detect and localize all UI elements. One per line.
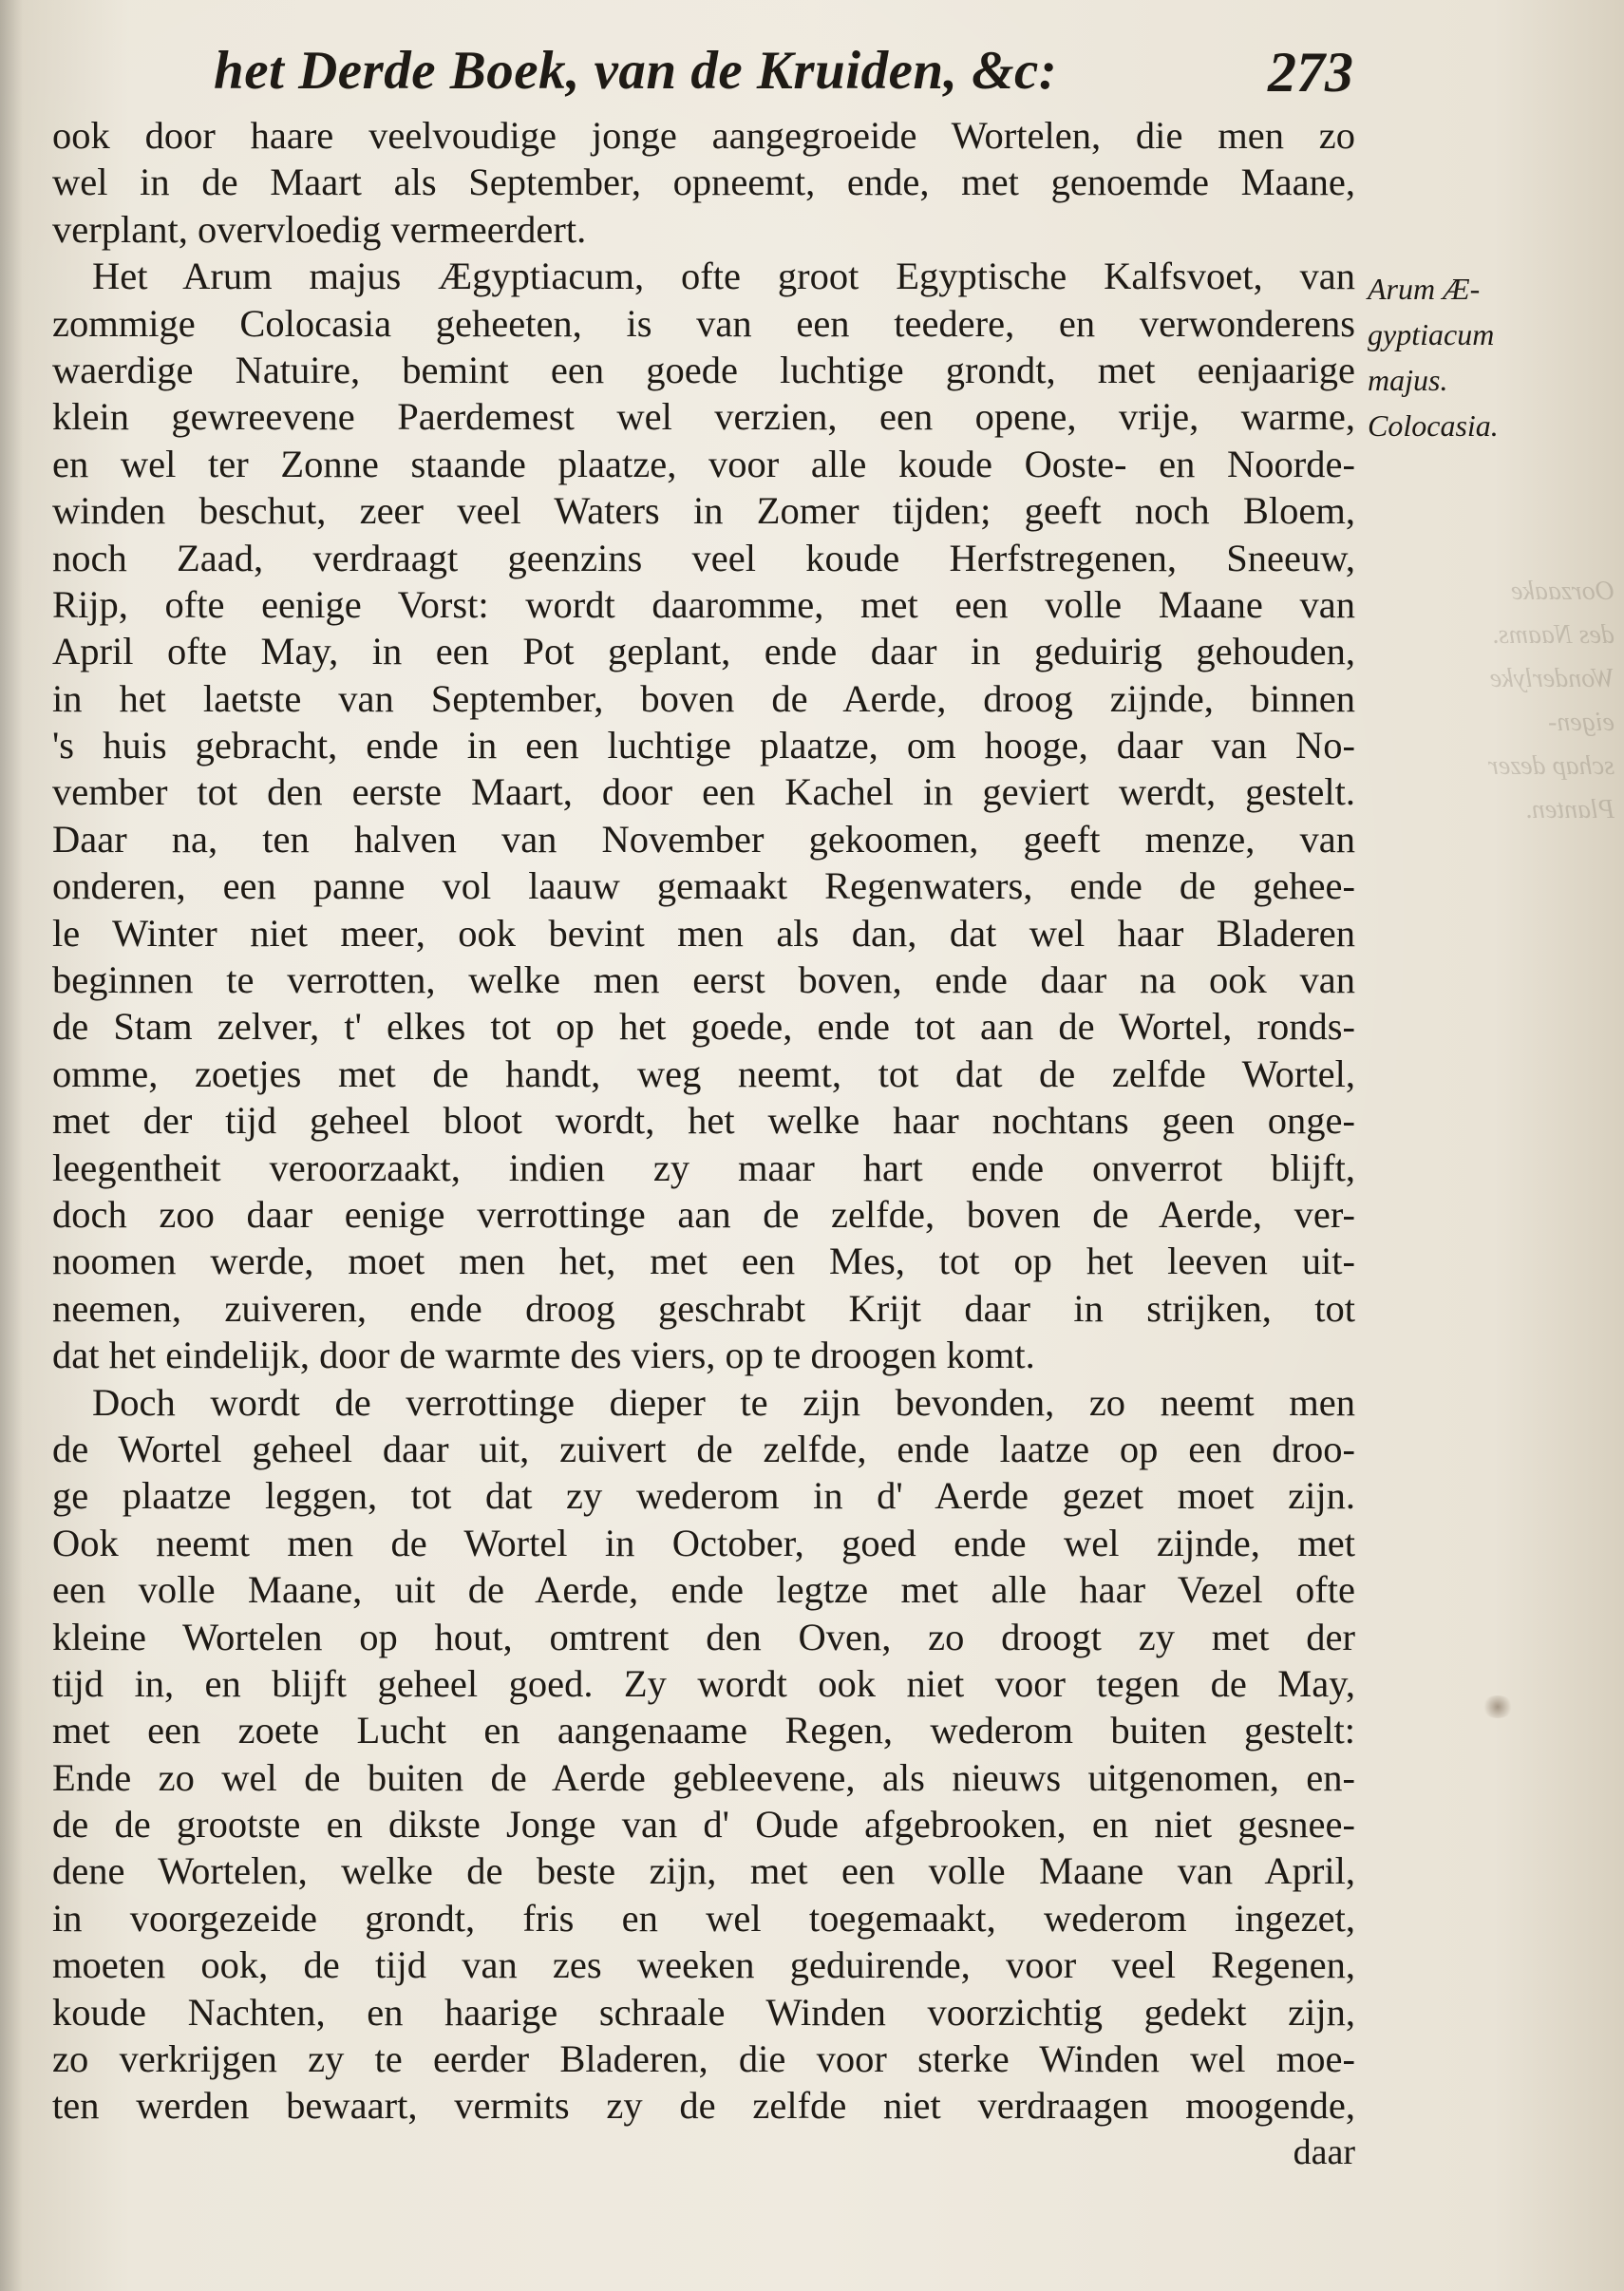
text-line: in het laetste van September, boven de Aerde, droog zijnde, binnen <box>52 676 1355 720</box>
margin-note: Arum Æ- <box>1368 272 1481 306</box>
ghost-note: eigen- <box>1548 708 1615 737</box>
body-text <box>52 112 1355 2176</box>
text-line: moeten ook, de tijd van zes weeken geduirende, voor veel Regenen, <box>52 1943 1355 1987</box>
page-number: 273 <box>1268 41 1353 104</box>
text-line: April ofte May, in een Pot geplant, ende daar in geduirig gehouden, <box>52 630 1355 673</box>
text-line: met der tijd geheel bloot wordt, het welke haar nochtans geen onge- <box>52 1099 1355 1143</box>
text-line: wel in de Maart als September, opneemt, ende, met genoemde Maane, <box>52 161 1355 204</box>
text-line: Rijp, ofte eenige Vorst: wordt daaromme, met een volle Maane van <box>52 582 1355 626</box>
page-header <box>214 36 1353 112</box>
text-line: de Stam zelver, t' elkes tot op het goede, ende tot aan de Wortel, ronds- <box>52 1005 1355 1049</box>
text-line: ook door haare veelvoudige jonge aangegroeide Wortelen, die men zo <box>52 114 1355 157</box>
running-title: het Derde Boek, van de Kruiden, &c: <box>214 41 1058 101</box>
text-line: verplant, overvloedig vermeerdert. <box>52 207 587 251</box>
text-line: Het Arum majus Ægyptiacum, ofte groot Egyptische Kalfsvoet, van <box>92 255 1355 298</box>
text-line: neemen, zuiveren, ende droog geschrabt Krijt daar in strijken, tot <box>52 1286 1355 1330</box>
catchword: daar <box>1293 2131 1355 2172</box>
text-line: Daar na, ten halven van November gekoomen, geeft menze, van <box>52 817 1355 861</box>
text-line: en wel ter Zonne staande plaatze, voor alle koude Ooste- en Noorde- <box>52 442 1355 485</box>
text-line: leegentheit veroorzaakt, indien zy maar hart ende onverrot blijft, <box>52 1146 1355 1189</box>
text-line: de de grootste en dikste Jonge van d' Oude afgebrooken, en niet gesnee- <box>52 1803 1355 1846</box>
text-line: doch zoo daar eenige verrottinge aan de zelfde, boven de Aerde, ver- <box>52 1192 1355 1236</box>
text-line: beginnen te verrotten, welke men eerst boven, ende daar na ook van <box>52 958 1355 1002</box>
ghost-note: Planten. <box>1524 795 1615 824</box>
text-line: de Wortel geheel daar uit, zuivert de zelfde, ende laatze op een droo- <box>52 1427 1355 1470</box>
text-line: onderen, een panne vol laauw gemaakt Regenwaters, ende de gehee- <box>52 864 1355 908</box>
text-line: le Winter niet meer, ook bevint men als dan, dat wel haar Bladeren <box>52 911 1355 955</box>
text-line: ge plaatze leggen, tot dat zy wederom in d' Aerde gezet moet zijn. <box>52 1474 1355 1518</box>
margin-note: majus. <box>1368 363 1448 397</box>
text-line: koude Nachten, en haarige schraale Winden voorzichtig gedekt zijn, <box>52 1990 1355 2034</box>
text-line: tijd in, en blijft geheel goed. Zy wordt ook niet voor tegen de May, <box>52 1661 1355 1705</box>
text-line: Doch wordt de verrottinge dieper te zijn bevonden, zo neemt men <box>92 1380 1355 1424</box>
text-line: 's huis gebracht, ende in een luchtige plaatze, om hooge, daar van No- <box>52 724 1355 767</box>
ghost-note: Wonderlyke <box>1489 664 1615 693</box>
text-line: dene Wortelen, welke de beste zijn, met een volle Maane van April, <box>52 1849 1355 1893</box>
ink-blot <box>1482 1695 1514 1718</box>
text-line: noch Zaad, verdraagt geenzins veel koude Herfstregenen, Sneeuw, <box>52 536 1355 579</box>
text-line: noomen werde, moet men het, met een Mes, tot op het leeven uit- <box>52 1240 1355 1283</box>
text-line: in voorgezeide grondt, fris en wel toegemaakt, wederom ingezet, <box>52 1896 1355 1940</box>
text-line: een volle Maane, uit de Aerde, ende legtze met alle haar Vezel ofte <box>52 1568 1355 1612</box>
ghost-note: schap dezer <box>1488 751 1615 781</box>
margin-note: gyptiacum <box>1368 317 1495 351</box>
text-line: omme, zoetjes met de handt, weg neemt, tot dat de zelfde Wortel, <box>52 1051 1355 1095</box>
text-line: vember tot den eerste Maart, door een Kachel in geviert werdt, gestelt. <box>52 770 1355 814</box>
bleed-through-text <box>1387 570 1615 832</box>
text-line: zommige Colocasia geheeten, is van een teedere, en verwonderens <box>52 301 1355 345</box>
text-line: ten werden bewaart, vermits zy de zelfde niet verdraagen moogende, <box>52 2084 1355 2128</box>
margin-note: Colocasia. <box>1368 408 1499 443</box>
margin-notes <box>1368 266 1605 448</box>
text-line: Ook neemt men de Wortel in October, goed ende wel zijnde, met <box>52 1521 1355 1564</box>
text-line: zo verkrijgen zy te eerder Bladeren, die voor sterke Winden wel moe- <box>52 2037 1355 2081</box>
text-line: dat het eindelijk, door de warmte des viers, op te droogen komt. <box>52 1334 1035 1377</box>
text-line: Ende zo wel de buiten de Aerde gebleevene, als nieuws uitgenomen, en- <box>52 1755 1355 1799</box>
text-line: winden beschut, zeer veel Waters in Zomer tijden; geeft noch Bloem, <box>52 489 1355 533</box>
text-line: waerdige Natuire, bemint een goede luchtige grondt, met eenjaarige <box>52 348 1355 391</box>
text-line: kleine Wortelen op hout, omtrent den Oven, zo droogt zy met der <box>52 1615 1355 1658</box>
text-line: met een zoete Lucht en aangenaame Regen, wederom buiten gestelt: <box>52 1709 1355 1752</box>
text-line: klein gewreevene Paerdemest wel verzien, een opene, vrije, warme, <box>52 395 1355 439</box>
ghost-note: des Naams. <box>1491 620 1615 650</box>
gutter-shadow <box>0 0 23 2291</box>
ghost-note: Oorzaake <box>1511 577 1615 606</box>
